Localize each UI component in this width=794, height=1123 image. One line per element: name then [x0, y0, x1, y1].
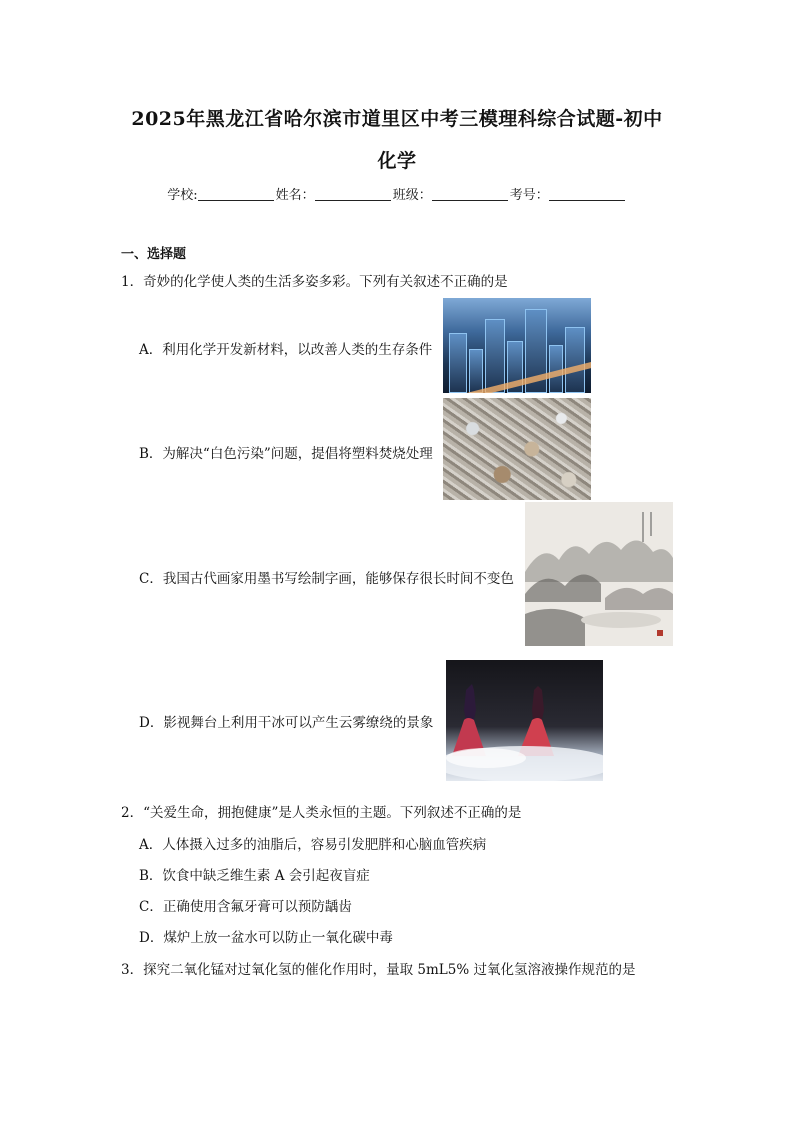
plastic-waste-image [443, 398, 591, 500]
school-label: 学校: [167, 188, 198, 203]
q2-option-c: C．正确使用含氟牙膏可以预防龋齿 [139, 899, 352, 915]
q2-option-a: A．人体摄入过多的油脂后，容易引发肥胖和心脑血管疾病 [139, 837, 487, 853]
question-1-stem: 1．奇妙的化学使人类的生活多姿多彩。下列有关叙述不正确的是 [121, 274, 508, 290]
exam-no-blank [549, 188, 625, 201]
q1-option-d: D．影视舞台上利用干冰可以产生云雾缭绕的景象 [139, 715, 434, 731]
stage-dry-ice-fog-image [446, 660, 603, 781]
school-blank [198, 188, 274, 201]
section-heading: 一、选择题 [121, 247, 187, 262]
q2-option-d: D．煤炉上放一盆水可以防止一氧化碳中毒 [139, 930, 393, 946]
q2-option-b: B．饮食中缺乏维生素 A 会引起夜盲症 [139, 868, 370, 884]
class-blank [432, 188, 508, 201]
city-image [443, 298, 591, 393]
q1-option-c: C．我国古代画家用墨书写绘制字画，能够保存很长时间不变色 [139, 571, 514, 587]
name-blank [315, 188, 391, 201]
ink-landscape-painting-image [525, 502, 673, 646]
question-2-stem: 2．“关爱生命，拥抱健康”是人类永恒的主题。下列叙述不正确的是 [121, 805, 522, 821]
student-info-line [0, 184, 794, 203]
name-label: 姓名： [275, 188, 315, 203]
question-3-stem: 3．探究二氧化锰对过氧化氢的催化作用时，量取 5mL5% 过氧化氢溶液操作规范的是 [121, 962, 636, 978]
class-label: 班级： [392, 188, 432, 203]
q1-option-a: A．利用化学开发新材料，以改善人类的生存条件 [139, 342, 433, 358]
exam-no-label: 考号： [509, 188, 549, 203]
q1-option-b: B．为解决“白色污染”问题，提倡将塑料焚烧处理 [139, 446, 433, 462]
exam-title-line1: 2025年黑龙江省哈尔滨市道里区中考三模理科综合试题-初中 [131, 108, 663, 130]
exam-title-line2: 化学 [377, 150, 417, 172]
